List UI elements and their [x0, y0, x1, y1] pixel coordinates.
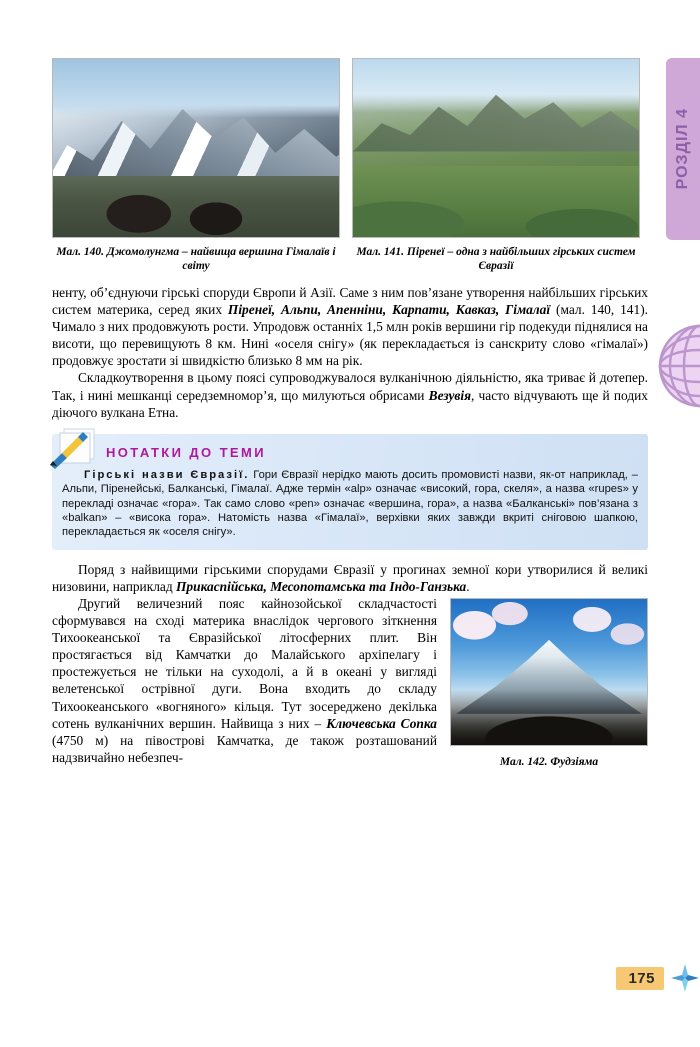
- notes-title: НОТАТКИ ДО ТЕМИ: [106, 445, 266, 461]
- figure-142: [450, 598, 648, 771]
- top-figure-row: [52, 0, 648, 273]
- figure-140-caption: Мал. 140. Джомолунгма – найвища вершина Гімалаїв і світу: [56, 246, 336, 272]
- para4-part-a: Другий величезний пояс кайнозойської складчастості сформувався на сході материка внаслідок чергового зіткнення Тихоокеанської та Євразійської літосферних плит. Він простягається від Камчатки до Малайського архіпелагу і простежується не тільки на суходолі, а й в океані у вигляді велетенської острівної дуги. Вона входить до складу Тихоокеанського «вогняного» кільця. Тут зосереджено декілька сотень вулканічних вершин. Найвища з них –: [52, 595, 437, 731]
- notes-lead: Гірські назви Євразії.: [84, 468, 250, 481]
- para2-part-b: , часто відчувають ще й подих діючого вулкана Етна.: [52, 387, 648, 420]
- page-footer: [616, 963, 700, 993]
- pyrenees-photo: [352, 58, 640, 238]
- chapter-tab: [666, 58, 700, 240]
- para3-part-b: .: [466, 578, 470, 594]
- notes-body: [62, 468, 638, 540]
- notes-paragraph: Гори Євразії нерідко мають досить промовисті назви, як-от наприклад, – Альпи, Піренейські, Балканські, Гімалаї. Адже термін «alp» означає «високий, гора, скеля», а назва «rupes» у перекладі означає «гора». Так само слово «pen» означає «вершина, гора», а назва «Балканські» пов’язана з «balkan» – «висока гора». Натомість назва «Гімалаї», верхівки яких завжди вкриті сніговою шапкою, перекладається як «оселя снігу».: [62, 468, 638, 539]
- compass-rose-icon: [670, 963, 700, 993]
- para1-part-b: (мал. 140, 141). Чимало з них продовжують рости. Упродовж останніх 1,5 млн років вершини гір подекуди піднялися на висоти, що перевищують 8 км. Нині «оселя снігу» (як перекладається із санскриту слово «гімалаї») продовжує зростати зі швидкістю близько 8 мм на рік.: [52, 302, 648, 369]
- paragraph-3: [52, 561, 648, 595]
- page-content: [52, 0, 648, 1047]
- figure-142-caption: Мал. 142. Фудзіяма: [499, 755, 599, 768]
- para3-lowlands: Прикаспійська, Месопотамська та Індо-Ганзька: [176, 578, 467, 594]
- para1-part-a: ненту, об’єднуючи гірські споруди Європи й Азії. Саме з ним пов’язане утворення найбільших гірських систем материка, серед яких: [52, 285, 648, 318]
- paragraph-1: [52, 284, 648, 369]
- notes-box: [52, 434, 648, 550]
- para1-mountain-names: Піренеї, Альпи, Апенніни, Карпати, Кавказ, Гімалаї: [227, 302, 551, 318]
- globe-decoration: [656, 322, 700, 410]
- article-body-lower: [52, 561, 648, 773]
- para4-part-b: (4750 м) на півострові Камчатка, де також розташований надзвичайно небезпеч-: [52, 732, 437, 765]
- para2-vesuvius: Везувія: [428, 387, 472, 403]
- para3-part-a: Поряд з найвищими гірськими спорудами Євразії у прогинах земної кори утворилися й великі низовини, наприклад: [52, 561, 648, 594]
- page-number: 175: [616, 967, 664, 990]
- pen-and-paper-icon: [48, 425, 104, 469]
- figure-141-caption: Мал. 141. Піренеї – одна з найбільших гірських систем Євразії: [356, 246, 636, 272]
- chapter-tab-label: РОЗДІЛ 4: [674, 108, 691, 190]
- paragraph-2: [52, 369, 648, 420]
- notes-header: [62, 441, 638, 465]
- figure-141: [352, 58, 640, 273]
- everest-photo: [52, 58, 340, 238]
- para2-part-a: Складкоутворення в цьому поясі супроводжувалося вулканічною діяльністю, яка триває й дотепер. Так, і нині мешканці середземномор’я, що милуються обрисами: [52, 370, 648, 403]
- article-body: [52, 284, 648, 421]
- fuji-photo: [450, 598, 648, 746]
- para4-klyuchevskaya: Ключевська Сопка: [326, 715, 437, 731]
- figure-140: [52, 58, 340, 273]
